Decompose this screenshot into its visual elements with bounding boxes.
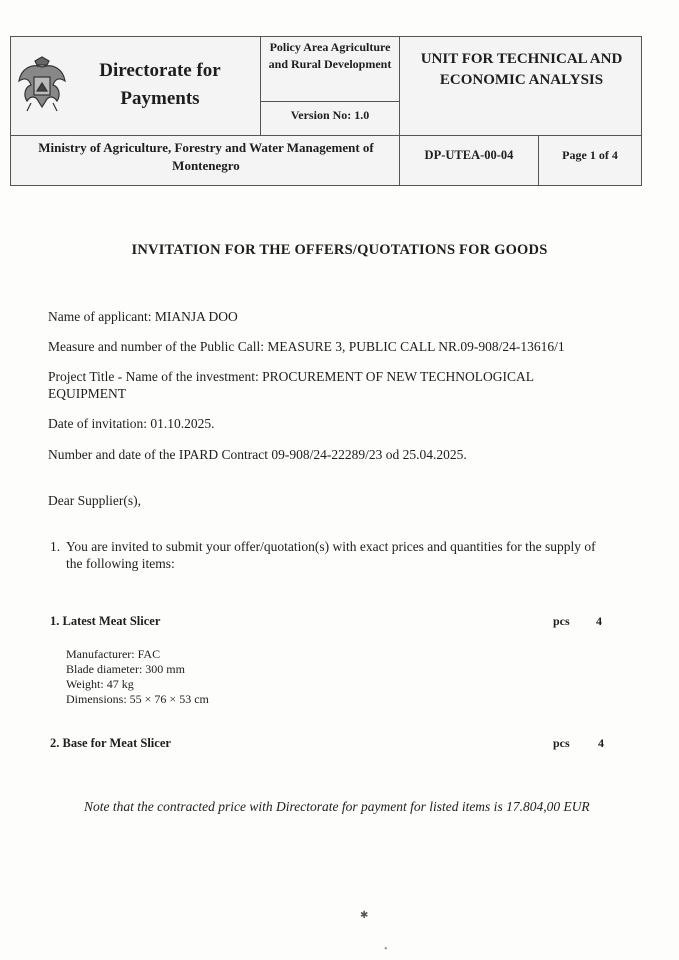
ministry-cell [10,135,400,186]
project-line-2: EQUIPMENT [48,386,126,401]
point-1-line-1: You are invited to submit your offer/quotation(s) with exact prices and quantities for the supply of [66,539,596,554]
doc-code-cell [399,135,539,186]
contract-line: Number and date of the IPARD Contract 09-908/24-22289/23 od 25.04.2025. [48,447,467,462]
version-label: Version No: 1.0 [290,108,370,122]
item-title: 2. Base for Meat Slicer [50,736,171,750]
policy-area: Policy Area Agriculture and Rural Development [268,40,392,71]
measure-line: Measure and number of the Public Call: MEASURE 3, PUBLIC CALL NR.09-908/24-13616/1 [48,339,565,354]
page-number: Page 1 of 4 [562,148,618,162]
page-cell [538,135,642,186]
item-spec-weight: Weight: 47 kg [66,677,134,691]
item-spec-blade: Blade diameter: 300 mm [66,662,185,676]
document-title: INVITATION FOR THE OFFERS/QUOTATIONS FOR GOODS [131,242,548,258]
item-unit: pcs [553,614,570,628]
document-header [10,36,642,186]
item-spec-manufacturer: Manufacturer: FAC [66,647,161,661]
item-spec-dimensions: Dimensions: 55 × 76 × 53 cm [66,692,209,706]
price-note: Note that the contracted price with Directorate for payment for listed items is 17.804,00 EUR [84,799,590,814]
item-quantity: 4 [598,736,604,750]
scan-speck: • [384,944,388,955]
unit-name: UNIT FOR TECHNICAL AND ECONOMIC ANALYSIS [420,51,623,88]
applicant-line: Name of applicant: MIANJA DOO [48,309,238,324]
org-cell [10,36,261,136]
doc-code: DP-UTEA-00-04 [424,148,514,162]
unit-cell [399,36,642,136]
scan-speck: ✱ [360,910,369,921]
salutation: Dear Supplier(s), [48,493,141,508]
point-1-line-2: the following items: [66,556,175,571]
point-1-number: 1. [50,539,61,554]
policy-cell [260,36,400,136]
org-name: Directorate for Payments [99,60,221,109]
ministry-name: Ministry of Agriculture, Forestry and Water Management of Montenegro [38,140,374,173]
date-line: Date of invitation: 01.10.2025. [48,416,215,431]
item-title: 1. Latest Meat Slicer [50,614,161,628]
item-unit: pcs [553,736,570,750]
coat-of-arms-icon [17,55,67,113]
item-quantity: 4 [596,614,602,628]
version-cell [260,101,400,137]
project-line-1: Project Title - Name of the investment: PROCUREMENT OF NEW TECHNOLOGICAL [48,369,534,384]
